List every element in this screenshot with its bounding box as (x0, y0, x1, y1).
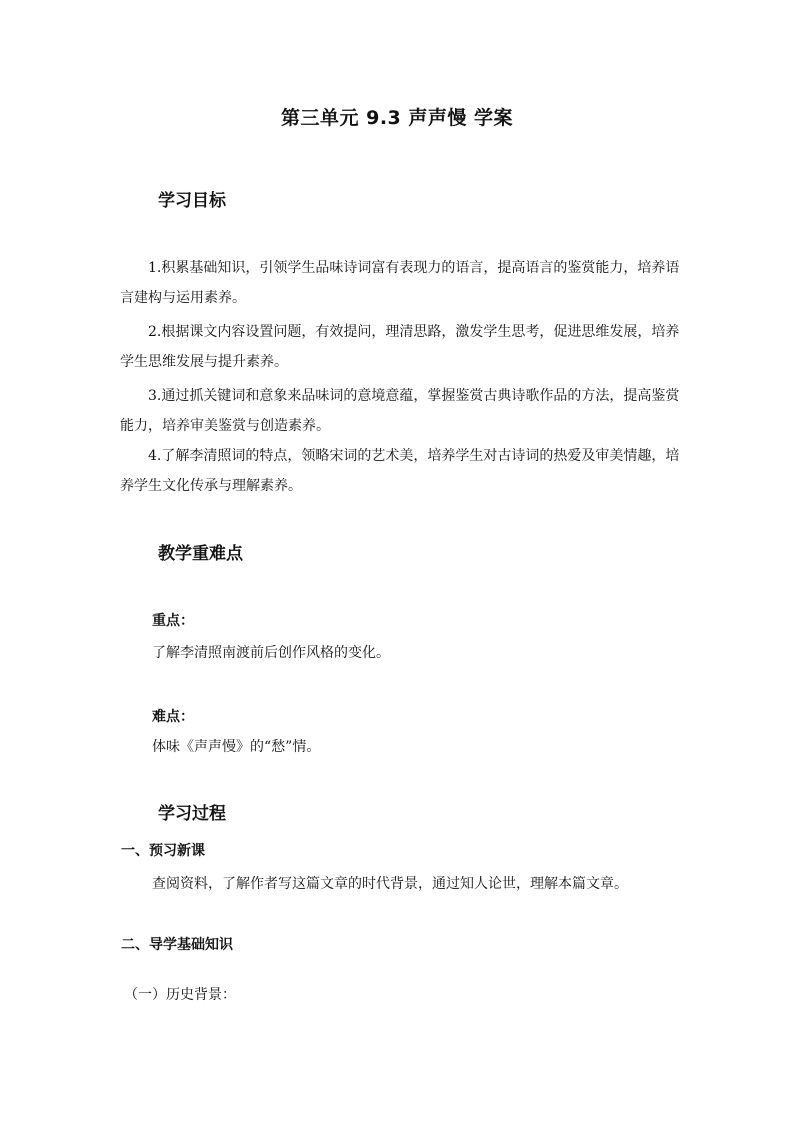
difficulty-text: 体味《声声慢》的“愁”情。 (152, 739, 321, 755)
objective-item-1: 1.积累基础知识，引领学生品味诗词富有表现力的语言，提高语言的鉴赏能力，培养语言建构与运用素养。 (120, 260, 680, 306)
key-points-heading: 教学重难点 (158, 544, 243, 564)
difficulty-label: 难点： (152, 709, 194, 725)
focus-text: 了解李清照南渡前后创作风格的变化。 (152, 645, 390, 661)
history-background-label: （一）历史背景： (124, 987, 236, 1003)
objective-item-3: 3.通过抓关键词和意象来品味词的意境意蕴，掌握鉴赏古典诗歌作品的方法，提高鉴赏能力，培养审美鉴赏与创造素养。 (120, 388, 680, 434)
document-title: 第三单元 9.3 声声慢 学案 (280, 107, 513, 129)
basics-section-title: 二、导学基础知识 (121, 937, 233, 953)
preview-section-title: 一、预习新课 (121, 843, 205, 859)
preview-section-text: 查阅资料，了解作者写这篇文章的时代背景，通过知人论世，理解本篇文章。 (152, 876, 628, 892)
objective-item-4: 4.了解李清照词的特点，领略宋词的艺术美，培养学生对古诗词的热爱及审美情趣，培养学生文化传承与理解素养。 (120, 448, 680, 494)
objective-item-2: 2.根据课文内容设置问题，有效提问，理清思路，激发学生思考，促进思维发展，培养学生思维发展与提升素养。 (120, 324, 680, 370)
focus-label: 重点： (152, 613, 194, 629)
objectives-heading: 学习目标 (158, 191, 226, 211)
process-heading: 学习过程 (158, 804, 226, 824)
